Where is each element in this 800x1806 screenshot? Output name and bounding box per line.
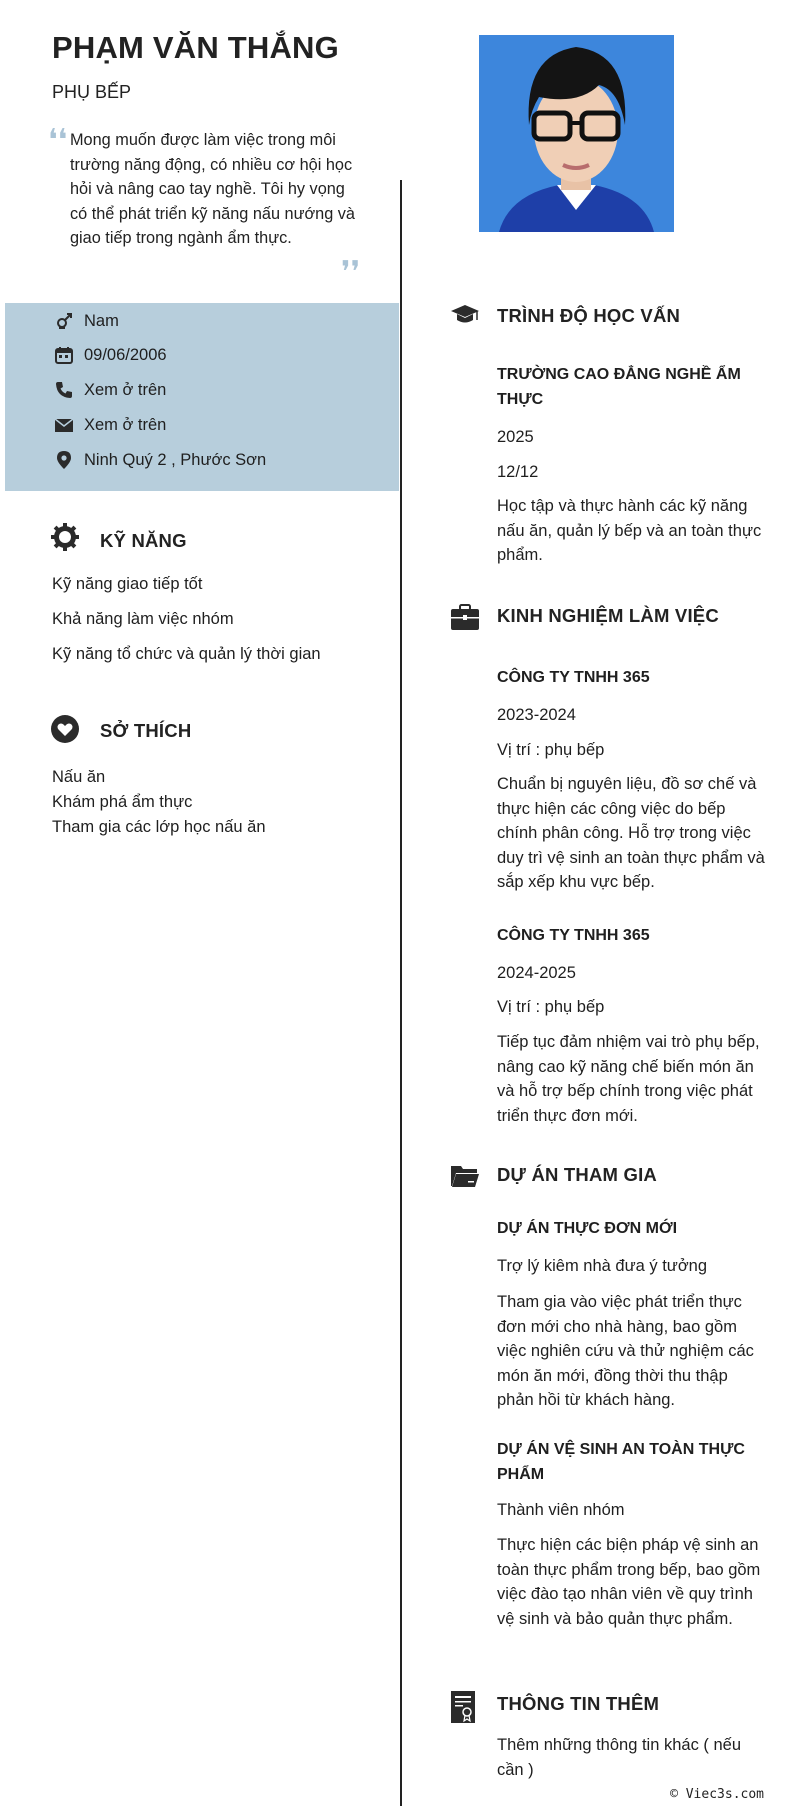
job-company: CÔNG TY TNHH 365 [497,927,650,944]
heart-icon [50,714,80,749]
additional-title: THÔNG TIN THÊM [497,1693,660,1714]
project-name: DỰ ÁN VỆ SINH AN TOÀN THỰC PHẨM [497,1441,745,1483]
experience-title: KINH NGHIỆM LÀM VIỆC [497,605,719,626]
address-row [53,445,266,475]
email-value: Xem ở trên [84,415,167,434]
gender-icon [53,310,75,332]
gender-row [53,306,119,336]
hobby-item: Khám phá ẩm thực [52,793,193,811]
skill-item: Kỹ năng giao tiếp tốt [52,575,203,593]
hobby-item: Tham gia các lớp học nấu ăn [52,818,266,836]
certificate-icon [450,1690,476,1729]
briefcase-icon [450,602,480,637]
projects-title: DỰ ÁN THAM GIA [497,1164,657,1185]
open-quote-icon: ❛❛ [48,123,68,158]
graduation-cap-icon [450,300,480,335]
skills-title: KỸ NĂNG [100,530,187,551]
candidate-role: PHỤ BẾP [52,82,132,102]
job-description: Tiếp tục đảm nhiệm vai trò phụ bếp, nâng cao kỹ năng chế biến món ăn và hỗ trợ bếp chính trong việc phát triển thực đơn mới. [497,1033,760,1125]
project-description: Thực hiện các biện pháp vệ sinh an toàn thực phẩm trong bếp, bao gồm việc đào tạo nhân viên về quy trình vệ sinh và bảo quản thực phẩm. [497,1536,761,1628]
job-period: 2024-2025 [497,964,576,982]
project-name: DỰ ÁN THỰC ĐƠN MỚI [497,1220,678,1237]
email-row [53,410,166,440]
project-description: Tham gia vào việc phát triển thực đơn mới cho nhà hàng, bao gồm việc nghiên cứu và thử nghiệm các món ăn mới, đồng thời thu thập phản hồi từ khách hàng. [497,1293,754,1410]
address-value: Ninh Quý 2 , Phước Sơn [84,450,267,469]
candidate-name: PHẠM VĂN THẮNG [52,30,339,65]
hobbies-title: SỞ THÍCH [100,720,192,741]
hobby-item: Nấu ăn [52,768,106,786]
job-company: CÔNG TY TNHH 365 [497,669,650,686]
education-title: TRÌNH ĐỘ HỌC VẤN [497,305,681,326]
job-description: Chuẩn bị nguyên liệu, đồ sơ chế và thực hiện các công việc do bếp chính phân công. Hỗ trợ trong việc duy trì vệ sinh an toàn thực phẩm và sắp xếp khu vực bếp. [497,775,765,892]
project-role: Thành viên nhóm [497,1501,625,1519]
personal-info-panel [5,303,399,491]
job-period: 2023-2024 [497,706,576,724]
skill-item: Khả năng làm việc nhóm [52,610,234,628]
column-divider [400,180,402,1806]
phone-value: Xem ở trên [84,380,167,399]
career-objective: Mong muốn được làm việc trong môi trường năng động, có nhiều cơ hội học hỏi và nâng cao tay nghề. Tôi hy vọng có thể phát triển kỹ năng nấu nướng và giao tiếp trong ngành ẩm thực. [70,131,355,248]
project-role: Trợ lý kiêm nhà đưa ý tưởng [497,1257,708,1275]
job-position: Vị trí : phụ bếp [497,741,605,759]
envelope-icon [53,414,75,436]
additional-text: Thêm những thông tin khác ( nếu cần ) [497,1736,742,1779]
education-year: 2025 [497,428,534,446]
profile-photo [479,35,674,232]
calendar-icon [53,344,75,366]
phone-icon [53,379,75,401]
skill-item: Kỹ năng tổ chức và quản lý thời gian [52,645,321,663]
map-pin-icon [53,449,75,471]
birthday-value: 09/06/2006 [84,345,167,364]
school-name: TRƯỜNG CAO ĐẲNG NGHỀ ẨM THỰC [497,366,741,408]
education-grade: 12/12 [497,463,539,481]
job-position: Vị trí : phụ bếp [497,998,605,1016]
folder-icon [450,1160,480,1195]
phone-row [53,375,166,405]
skills-icon [50,522,80,557]
birthday-row [53,340,167,370]
close-quote-icon: ❜❜ [341,255,361,290]
education-description: Học tập và thực hành các kỹ năng nấu ăn, quản lý bếp và an toàn thực phẩm. [497,497,762,565]
gender-value: Nam [84,311,119,330]
watermark: © Viec3s.com [670,1787,764,1802]
